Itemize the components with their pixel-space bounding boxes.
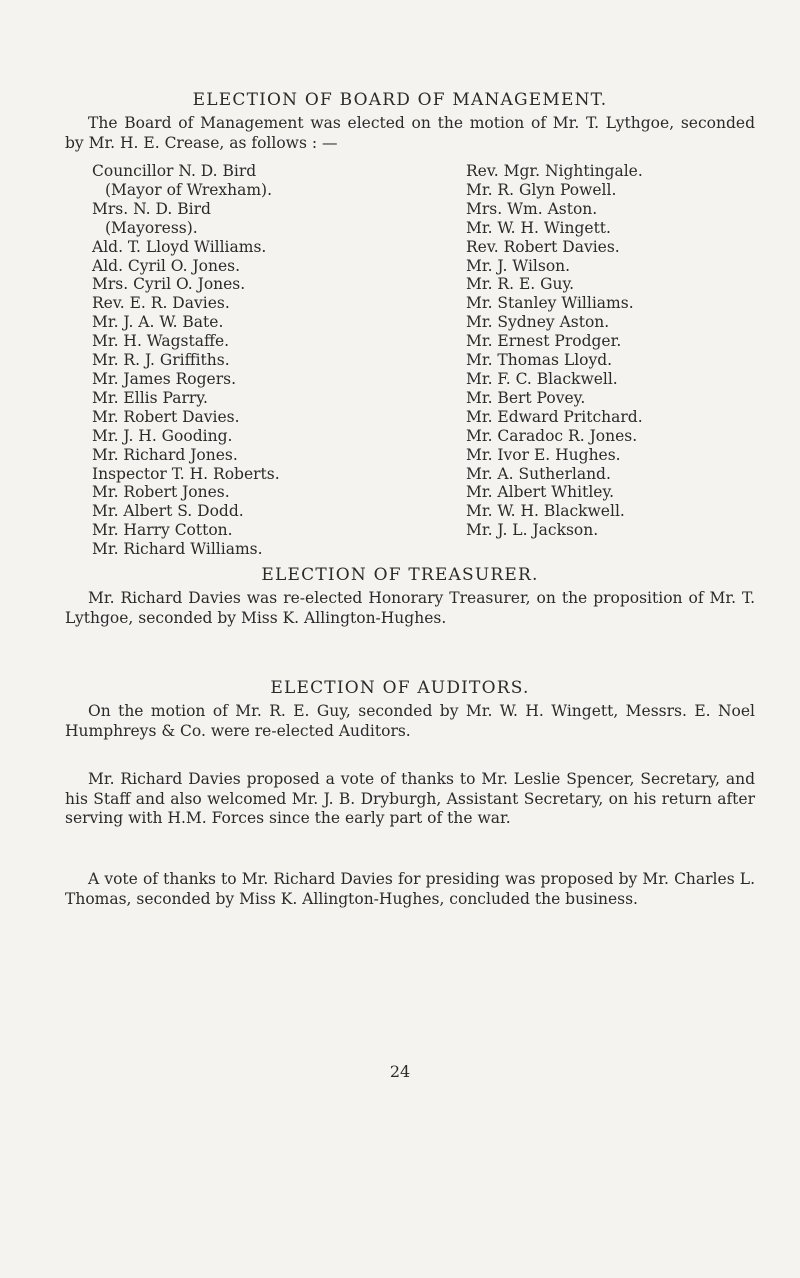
auditors-heading: ELECTION OF AUDITORS. — [270, 678, 530, 698]
member-entry: Councillor N. D. Bird — [92, 162, 257, 180]
member-entry: Mrs. Cyril O. Jones. — [92, 275, 246, 294]
member-entry: Mr. Albert S. Dodd. — [92, 502, 244, 521]
member-entry: Mr. James Rogers. — [92, 369, 237, 388]
member-entry: Mr. Bert Povey. — [466, 388, 586, 407]
member-entry: Mr. Ellis Parry. — [92, 388, 208, 407]
member-entry: Mr. Ivor E. Hughes. — [466, 445, 621, 464]
board-intro: The Board of Management was elected on the motion of Mr. T. Lythgoe, seconded by Mr. H. E. Crease, as follows : — — [65, 114, 755, 152]
member-entry: Mr. Harry Cotton. — [92, 521, 233, 540]
member-entry: Rev. E. R. Davies. — [92, 294, 230, 313]
member-entry: Mr. W. H. Wingett. — [466, 218, 611, 237]
member-entry: Mr. Richard Williams. — [92, 540, 263, 559]
member-entry: Mr. H. Wagstaffe. — [92, 332, 230, 351]
member-entry: Mr. A. Sutherland. — [466, 464, 611, 483]
member-entry: Mr. J. Wilson. — [466, 256, 571, 275]
member-entry: Mr. Albert Whitley. — [466, 483, 615, 502]
member-entry: Mrs. Wm. Aston. — [466, 199, 598, 218]
member-entry: Mr. Robert Jones. — [92, 483, 230, 502]
member-entry: Rev. Mgr. Nightingale. — [466, 162, 643, 180]
board-heading: ELECTION OF BOARD OF MANAGEMENT. — [192, 90, 608, 110]
member-entry-note: (Mayor of Wrexham). — [105, 180, 273, 199]
member-entry: Mr. R. Glyn Powell. — [466, 180, 617, 199]
member-entry: Mr. J. H. Gooding. — [92, 426, 233, 445]
page-number: 24 — [389, 1062, 411, 1081]
board-members-right-column — [466, 162, 643, 540]
member-entry: Mr. Ernest Prodger. — [466, 332, 622, 351]
member-entry: Ald. Cyril O. Jones. — [92, 256, 241, 275]
member-entry: Inspector T. H. Roberts. — [92, 464, 280, 483]
member-entry: Mr. Caradoc R. Jones. — [466, 426, 638, 445]
member-entry: Mr. R. E. Guy. — [466, 275, 575, 294]
member-entry: Mr. Thomas Lloyd. — [466, 351, 613, 370]
treasurer-heading: ELECTION OF TREASURER. — [261, 565, 539, 585]
member-entry: Mr. Sydney Aston. — [466, 313, 610, 332]
thanks-chair-paragraph: A vote of thanks to Mr. Richard Davies for presiding was proposed by Mr. Charles L. Thomas, seconded by Miss K. Allington-Hughes, concluded the business. — [65, 870, 755, 908]
member-entry: Mr. Robert Davies. — [92, 407, 240, 426]
member-entry: Rev. Robert Davies. — [466, 237, 620, 256]
member-entry: Mr. Stanley Williams. — [466, 294, 634, 313]
board-members-left-column — [92, 162, 280, 559]
member-entry: Mr. Edward Pritchard. — [466, 407, 643, 426]
thanks-secretary-paragraph: Mr. Richard Davies proposed a vote of thanks to Mr. Leslie Spencer, Secretary, and his Staff and also welcomed Mr. J. B. Dryburgh, Assistant Secretary, on his return after serving with H.M. Forces since the early part of the war. — [65, 770, 755, 827]
member-entry: Mr. R. J. Griffiths. — [92, 351, 230, 370]
treasurer-paragraph: Mr. Richard Davies was re-elected Honorary Treasurer, on the proposition of Mr. T. Lythgoe, seconded by Miss K. Allington-Hughes. — [65, 589, 755, 627]
member-entry: Mr. Richard Jones. — [92, 445, 238, 464]
member-entry: Ald. T. Lloyd Williams. — [92, 237, 267, 256]
member-entry: Mr. J. L. Jackson. — [466, 521, 599, 540]
member-entry: Mr. W. H. Blackwell. — [466, 502, 625, 521]
member-entry: Mr. J. A. W. Bate. — [92, 313, 224, 332]
member-entry: Mr. F. C. Blackwell. — [466, 369, 618, 388]
member-entry-note: (Mayoress). — [105, 218, 198, 237]
member-entry: Mrs. N. D. Bird — [92, 199, 211, 218]
auditors-paragraph: On the motion of Mr. R. E. Guy, seconded by Mr. W. H. Wingett, Messrs. E. Noel Humphreys & Co. were re-elected Auditors. — [65, 702, 755, 740]
